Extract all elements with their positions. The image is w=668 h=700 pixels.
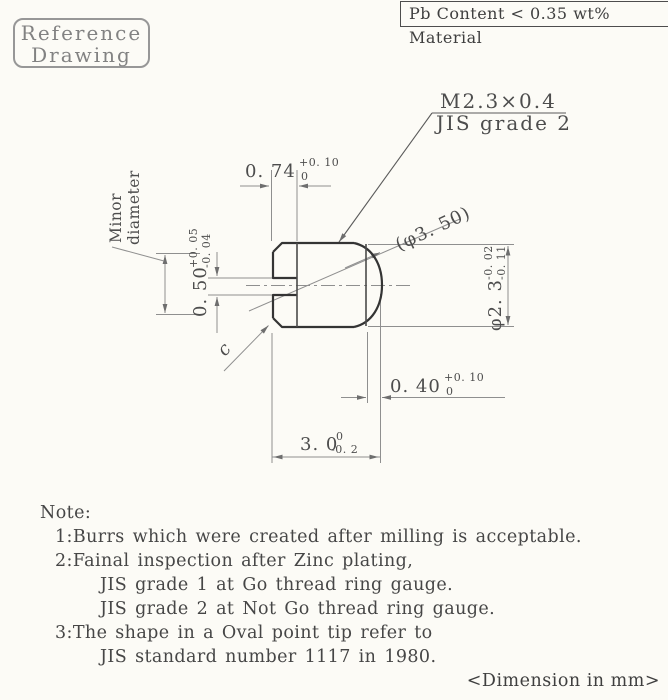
dim-point-length [390,371,484,398]
dim-outer-diameter [482,245,508,331]
note-item: 1:Burrs which were created after milling is acceptable. [55,527,582,547]
svg-text:0. 50: 0. 50 [190,266,211,317]
svg-text:+0. 10: +0. 10 [444,371,485,384]
minor-diameter-label-line2: diameter [125,170,143,245]
oval-radius-label: (φ3. 50) [392,202,475,256]
svg-text:0: 0 [301,170,309,183]
svg-text:-0. 2: -0. 2 [331,443,359,456]
svg-text:0: 0 [336,430,344,443]
dim-body-length [300,430,358,456]
svg-text:0. 40: 0. 40 [390,376,441,397]
note-item: 3:The shape in a Oval point tip refer to [55,623,433,643]
chamfer-label: c [213,338,237,361]
svg-text:φ2. 3: φ2. 3 [485,279,506,331]
slot-upper-edge [273,252,297,278]
notes-title: Note: [40,503,92,523]
dimension-unit-note: <Dimension in mm> [466,671,660,691]
note-item: JIS standard number 1117 in 1980. [100,647,437,667]
thread-spec-label: M2.3×0.4 [440,89,557,113]
note-item: JIS grade 1 at Go thread ring gauge. [100,575,454,595]
notes-block [40,501,582,669]
thread-grade-label: JIS grade 2 [436,111,572,135]
minor-diameter-label-line1: Minor [107,192,125,243]
stamp-line-1: Reference [20,21,143,45]
note-item: JIS grade 2 at Not Go thread ring gauge. [100,599,496,619]
svg-text:-0. 04: -0. 04 [200,233,213,268]
note-item: 2:Fainal inspection after Zinc plating, [55,551,414,571]
pb-content-text: Pb Content < 0.35 wt% Material [409,4,611,47]
svg-text:0: 0 [446,385,454,398]
svg-text:-0. 02: -0. 02 [482,245,495,280]
svg-text:-0. 11: -0. 11 [495,245,508,280]
svg-text:3. 0: 3. 0 [300,434,339,455]
svg-text:+0. 05: +0. 05 [187,227,200,268]
dim-slot-width [187,228,213,317]
svg-text:+0. 10: +0. 10 [299,156,340,169]
dim-slot-depth [245,156,339,183]
stamp-line-2: Drawing [31,43,132,67]
svg-text:0. 74: 0. 74 [245,161,296,182]
